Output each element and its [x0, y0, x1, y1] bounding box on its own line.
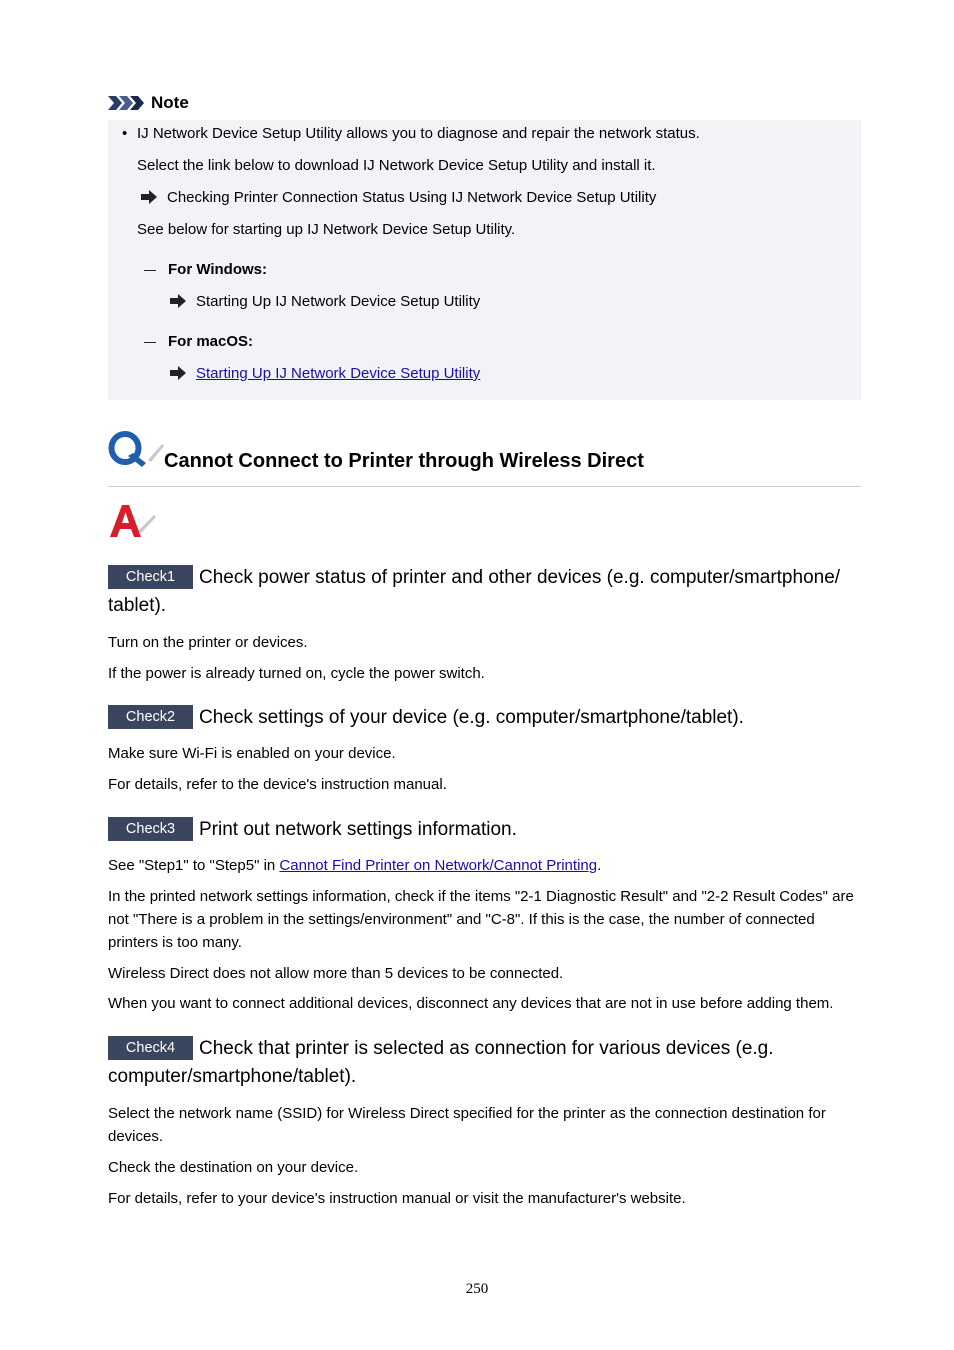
windows-label: For Windows: — [168, 261, 268, 278]
note-link-row-check-status[interactable] — [141, 188, 656, 208]
check3-see-suffix: . — [597, 857, 602, 874]
check1-title: Check power status of printer and other devices (e.g. computer/smartphone/ tablet). — [108, 567, 841, 616]
note-header — [108, 92, 189, 114]
check4-heading — [108, 1035, 868, 1091]
windows-subhead — [144, 260, 267, 280]
check2-para-1: Make sure Wi-Fi is enabled on your device. — [108, 745, 396, 762]
check4-title: Check that printer is selected as connection for various devices (e.g. computer/smartphone/tablet). — [108, 1038, 774, 1087]
answer-a-icon — [108, 503, 158, 539]
arrow-right-icon — [170, 366, 187, 380]
note-heading: Note — [151, 93, 189, 112]
arrow-right-icon — [141, 190, 158, 204]
macos-label: For macOS: — [168, 333, 254, 350]
check1-heading — [108, 564, 868, 620]
windows-link-row[interactable] — [170, 292, 480, 312]
question-section — [108, 430, 861, 487]
dash-icon — [144, 342, 156, 343]
cannot-find-printer-link[interactable]: Cannot Find Printer on Network/Cannot Printing — [279, 857, 598, 874]
question-title: Cannot Connect to Printer through Wireless Direct — [164, 450, 644, 472]
check4-badge: Check4 — [108, 1036, 193, 1060]
check3-heading — [108, 816, 868, 844]
check4-para-2: Check the destination on your device. — [108, 1159, 359, 1176]
dash-icon — [144, 270, 156, 271]
page-number: 250 — [465, 1281, 489, 1297]
check3-badge: Check3 — [108, 817, 193, 841]
check3-see-line — [108, 854, 868, 877]
note-startup-text: See below for starting up IJ Network Device Setup Utility. — [137, 221, 516, 238]
check3-title: Print out network settings information. — [199, 819, 517, 840]
check2-badge: Check2 — [108, 705, 193, 729]
check2-title: Check settings of your device (e.g. computer/smartphone/tablet). — [199, 707, 744, 728]
macos-link-row[interactable] — [170, 364, 480, 384]
check2-heading — [108, 704, 868, 732]
question-q-icon — [108, 430, 164, 470]
check3-see-prefix: See "Step1" to "Step5" in — [108, 857, 280, 874]
check3-para-3: When you want to connect additional devices, disconnect any devices that are not in use before adding them. — [108, 995, 834, 1012]
check1-para-2: If the power is already turned on, cycle the power switch. — [108, 665, 485, 682]
arrow-right-icon — [170, 294, 187, 308]
windows-startup-link[interactable]: Starting Up IJ Network Device Setup Utility — [196, 293, 481, 310]
note-chevrons-icon — [108, 95, 146, 111]
check2-para-2: For details, refer to the device's instruction manual. — [108, 776, 447, 793]
check4-para-1: Select the network name (SSID) for Wireless Direct specified for the printer as the connection destination for devices. — [108, 1105, 826, 1145]
macos-subhead — [144, 332, 253, 352]
link-checking-printer-connection[interactable]: Checking Printer Connection Status Using IJ Network Device Setup Utility — [167, 189, 657, 206]
macos-startup-link[interactable]: Starting Up IJ Network Device Setup Utility — [196, 365, 481, 382]
note-download-text: Select the link below to download IJ Network Device Setup Utility and install it. — [137, 157, 656, 174]
check3-para-2: Wireless Direct does not allow more than 5 devices to be connected. — [108, 965, 564, 982]
check1-badge: Check1 — [108, 565, 193, 589]
note-bullet-text: IJ Network Device Setup Utility allows you to diagnose and repair the network status. — [137, 125, 700, 142]
check3-para-1: In the printed network settings information, check if the items "2-1 Diagnostic Result" and "2-2 Result Codes" are not "There is a problem in the settings/environment" and "C-8". If this is the case, the number of connected printers is too many. — [108, 888, 854, 951]
note-bullet: • — [122, 125, 128, 142]
check1-para-1: Turn on the printer or devices. — [108, 634, 308, 651]
check4-para-3: For details, refer to your device's instruction manual or visit the manufacturer's website. — [108, 1190, 686, 1207]
